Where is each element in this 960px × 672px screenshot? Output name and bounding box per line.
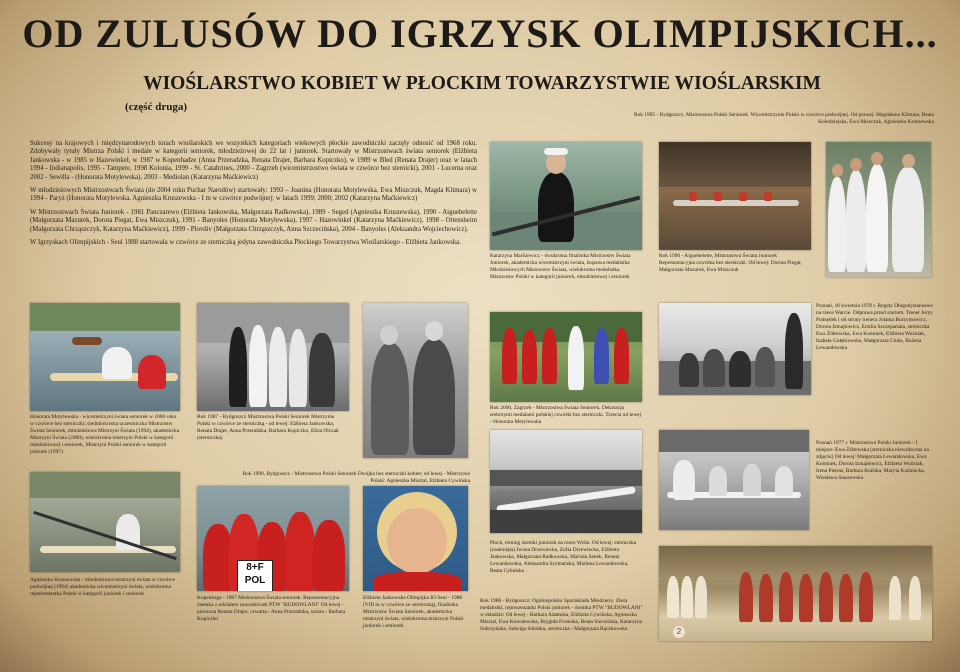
photo-jankowska xyxy=(363,486,468,591)
photo-poznan-1978 xyxy=(659,303,811,395)
photo-aiguebelette-1990 xyxy=(659,142,811,250)
caption-poznan-1978: Poznań, 16 kwietnia 1978 r. Regaty Długodystansowe na rzece Warcie. Odprawa przed startem. Trener Jerzy Podsędek i od strony trenera Jolanta Burzymowicz, Dorota Izmajłowicz, Emilia Szczepańska, sterniczka Ewa Żółtowska, Ewa Kominek, Elżbieta Woźniak, Izabela Gołębiowska, Małgorzata Ciuks, Bożena Lewandowska xyxy=(816,303,933,351)
intro-text xyxy=(30,140,477,252)
flag-number: 2 xyxy=(673,626,685,638)
bib-country: POL xyxy=(244,575,266,586)
page-subtitle: WIOŚLARSTWO KOBIET W PŁOCKIM TOWARZYSTWIE WIOŚLARSKIM xyxy=(143,73,821,94)
photo-zagrzeb-2000 xyxy=(490,312,642,402)
photo-kruszewska xyxy=(30,472,180,572)
caption-jankowska: Elżbieta Jankowska Olimpijka IO Seul - 1988 (VIII m w czwórce ze sterniczką), finalistka Mistrzostw Świata Seniorek, akademicka mistrzyni świata, wielokrotna mistrzyni Polski juniorek i seniorek xyxy=(363,595,464,629)
photo-bydgoszcz-1990 xyxy=(363,303,468,458)
intro-paragraph: W młodzieżowych Mistrzostwach Świata (do 2004 roku Puchar Narodów) startowały: 1993 – Joanina (Honorata Motylewska, Ewa Miszczuk, Magda Klimara) w 1994 - Paryż (Honorata Motylewska, Agnieszka Kruszewska - I m w czwórce podwójnej; w latach 1999; 2000; 2002 (Katarzyna Maćkiewicz) xyxy=(30,187,477,203)
caption-mackiewicz: Katarzyna Maćkiewicz - dwukrotna finalistka Mistrzostw Świata Juniorek, akademicka wicemistrzyni świata, brązowa medalistka Młodzieżowych Mistrzostw Świata, wielokrotna medalistka Mistrzostw Polski w kategorii juniorek, młodzieżowej i seniorek xyxy=(490,253,631,280)
part-label: (część druga) xyxy=(125,101,188,113)
photo-kopenhaga-1987 xyxy=(197,486,349,591)
caption-bydgoszcz-1990: Rok 1990, Bydgoszcz - Mistrzostwa Polski Seniorek Dwójka bez sterniczki kobiet; od lewej - Mistrzynie Polski: Agnieszka Misztal, Elżbieta Cywińska xyxy=(242,471,470,484)
page-title: OD ZULUSÓW DO IGRZYSK OLIMPIJSKICH... xyxy=(22,11,938,56)
photo-wisla-eight xyxy=(490,430,642,533)
caption-zagrzeb-2000: Rok 2000, Zagrzeb - Mistrzostwa Świata Seniorek. Dekoracja srebrnymi medalami polskiej czwórki bez sterniczki. Trzecia od lewej - Honorata Motylewska xyxy=(490,405,642,425)
caption-spartakiada-1988: Rok 1988 - Bydgoszcz: Ogólnopolska Spartakiada Młodzieży. Złota medalistki, reprezentantki Polski juniorek - ósemka PTW "BUDOWLANI" w składzie: Od lewej - Barbara Adamska, Elżbieta Cywińska, Agnieszka Misztal, Ewa Kowalewska, Brygida Frontska, Beata Sieczińska, Katarzyna Sobczyńska, Jadwiga Sobótka, sterniczka - Małgorzata Rączkowska xyxy=(480,598,643,632)
caption-wisla-eight: Płock, trening ósemki juniorek na rzece Wiśle. Od lewej: sterniczka (zasłonięta) Iwona Drzewiecka, Zofia Drzewiecka, Elżbieta Jankowska, Małgorzata Radkowska, Mariola Senek, Renata Lewandowska, Aleksandra Szymańska, Marlena Lewandowska, Beata Cybulska xyxy=(490,540,637,574)
bib-number: 8+F xyxy=(246,562,264,573)
photo-poznan-1977 xyxy=(659,430,809,530)
caption-aiguebelette-1990: Rok 1990 - Aiguebelette, Mistrzostwa Świata Juniorek Reprezentacyjna czwórka bez sterniczki. Od lewej: Dorota Piegat, Małgorzata Mazurek, Ewa Miszczuk xyxy=(659,253,802,273)
photo-bydgoszcz-1995 xyxy=(826,142,931,277)
caption-bydgoszcz-1987: Rok 1987 - Bydgoszcz Mistrzostwa Polski Seniorek Mistrzynie Polski w czwórce ze sterniczką - od lewej: Elżbieta Jankowska, Renata Drajer, Anna Przeradzka, Barbara Kopiczko, Eliza Olczak (sterniczka) xyxy=(197,414,339,441)
caption-poznan-1977: Poznań 1977 r. Mistrzostwa Polski Juniorek - I miejsce. Ewa Żółtowska (sterniczka niewidoczna na zdjęciu) Od lewej: Małgorzata Lewandowska, Ewa Kominek, Dorota Izmajłowicz, Elżbieta Woźniak, Irena Pietras, Barbara Kralska, Maryla Kuźniecka, Wiesława Staszewska xyxy=(816,440,929,481)
intro-paragraph: W Igrzyskach Olimpijskich - Seul 1988 startowała w czwórce ze sterniczką jedyna zawodniczka Płockiego Towarzystwa Wioślarskiego - Elżbieta Jankowska. xyxy=(30,239,461,247)
intro-paragraph: Sukcesy na krajowych i międzynarodowych torach wioślarskich we wszystkich kategoriach wiekowych płockie zawodniczki zaczęły odnosić od 1968 roku. Zdobywały tytuły Mistrza Polski i medale w kategorii seniorek, młodzieżowej do 22 lat i juniorek. Startowały w Mistrzostwach świata seniorek (Elżbieta Jankowska - w 1985 w Hazewinkel, w 1987 w Kopenhadze (Anna Przeradzka, Renata Drajer, Barbara Kopiczko), w 1989 w Bled (Renata Drajer) oraz w latach 1994 - Indianapolis, 1995 - Tampere, 1998 Kolonia, 1999 - St. Catahrines, 2000 - Zagrzeb (wicemistrzostwo świata w czwórce bez sternicki), 2001 - Lucerna oraz 2002 - Sewilla - (Honorata Motylewska), 2003 - Mediolan (Katarzyna Maćkiewicz) xyxy=(30,140,477,181)
photo-bydgoszcz-1987 xyxy=(197,303,349,411)
intro-paragraph: W Mistrzostwach Świata Juniorek - 1981 Panczarewo (Elżbieta Jankowska, Małgorzata Radkowska), 1989 - Seged (Agnieszka Kruszewska), 1990 - Aiguebelette (Małgorzata Mazurek, Dorota Piegat, Ewa Miszczuk), 1991 - Banyoles (Honorata Motylewska), 1997 - Hazewinkel (Katarzyna Maćkiewicz), 1998 - Ottensheim (Małgorzata Chrząszczyk, Katarzyna Maćkiewicz), 1999 - Plovdiv (Małgorzata Chrząszczyk, Anna Szczecińska), 2004 - Banyoles (Aleksandra Wojciechowicz). xyxy=(30,208,477,233)
caption-kopenhaga-1987: Kopenhaga - 1987 Mistrzostwa Świata seniorek. Reprezentacyjna ósemka z udziałem zawodniczek PTW "BUDOWLANI" Od lewej - pierwsza Renata Drajer, czwarta - Anna Przeradzka, szósta - Barbara Kopiczko xyxy=(197,595,346,622)
photo-spartakiada-1988 xyxy=(659,546,932,641)
caption-motylewska: Honorata Motylewska - wicemistrzyni świata seniorek w 2000 roku w czwórce bez sterniczki; siedmiokrotna uczestniczka Mistrzostw Świata Seniorek, młodzieżowa Mistrzyni Świata (1994), akademicka Mistrzyni Świata (2000), wielokrotna mistrzyni Polski w kategorii młodzieżowej i seniorek, Mistrzyni Polski seniorek w kategorii jedynek (1997) xyxy=(30,414,180,455)
photo-mackiewicz xyxy=(490,142,642,250)
photo-motylewska xyxy=(30,303,180,411)
caption-kruszewska: Agnieszka Kruszewska - młodzieżowa mistrzyni świata w czwórce podwójnej (1994) akademicka wicemistrzyni świata, wielokrotna reprezentantka Polski w kategorii juniorek i seniorek xyxy=(30,577,176,597)
race-bib xyxy=(237,560,273,591)
caption-1995: Rok 1995 - Bydgoszcz, Mistrzostwa Polski Seniorek. Wicemistrzynie Polski w czwórce podwójnej. Od prawej: Magdalena Klimara, Beata Kołodziejska, Ewa Miszczuk, Agnieszka Kruszewska xyxy=(634,112,934,125)
